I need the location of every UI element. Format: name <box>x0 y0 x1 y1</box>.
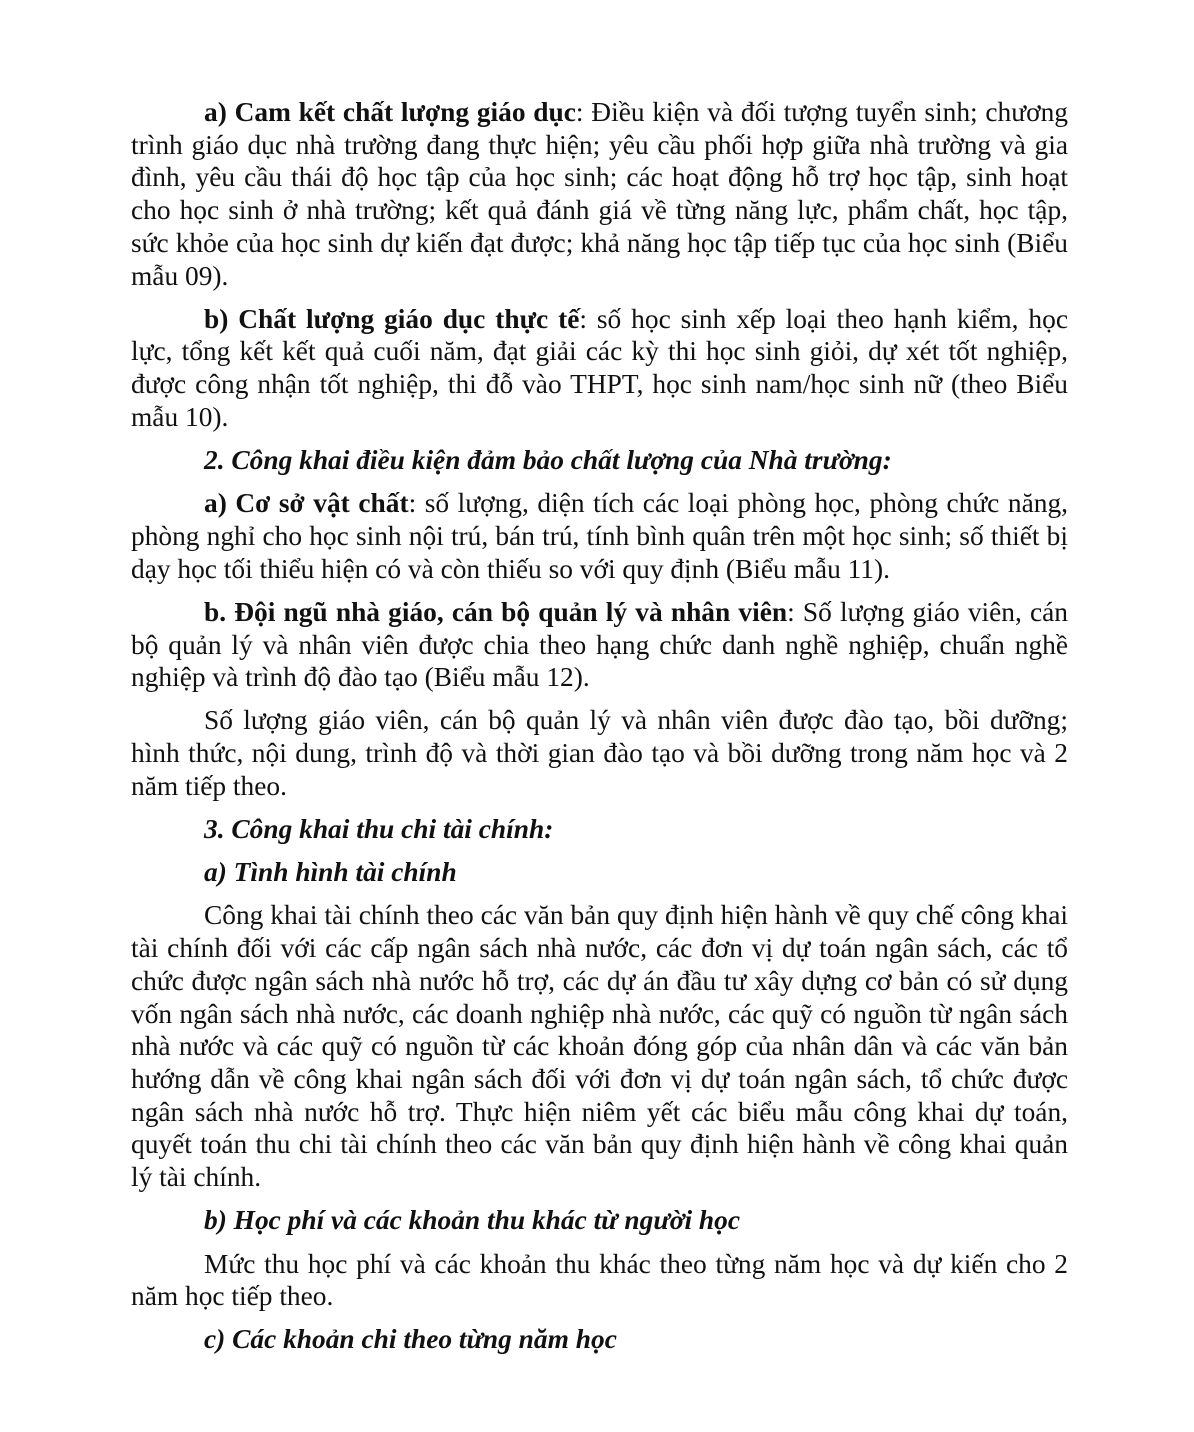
paragraph-staff <box>131 596 1068 694</box>
paragraph-financial-disclosure: Công khai tài chính theo các văn bản quy định hiện hành về quy chế công khai tài chính đối với các cấp ngân sách nhà nước, các đơn vị dự toán ngân sách, các tổ chức được ngân sách nhà nước hỗ trợ, các dự án đầu tư xây dựng cơ bản có sử dụng vốn ngân sách nhà nước, các doanh nghiệp nhà nước, các quỹ có nguồn từ ngân sách nhà nước và các quỹ có nguồn từ các khoản đóng góp của nhân dân và các văn bản hướng dẫn về công khai ngân sách đối với đơn vị dự toán ngân sách, tổ chức được ngân sách nhà nước hỗ trợ. Thực hiện niêm yết các biểu mẫu công khai dự toán, quyết toán thu chi tài chính theo các văn bản quy định hiện hành về công khai quản lý tài chính. <box>131 900 1068 1193</box>
section-heading-finance: 3. Công khai thu chi tài chính: <box>204 814 554 845</box>
paragraph-text: : số lượng, diện tích các loại phòng học, phòng chức năng, phòng nghỉ cho học sinh nội trú, bán trú, tính bình quân trên một học sinh; số thiết bị dạy học tối thiểu hiện có và còn thiếu so với quy định (Biểu mẫu 11). <box>131 488 1068 584</box>
paragraph-text: : số học sinh xếp loại theo hạnh kiểm, học lực, tổng kết kết quả cuối năm, đạt giải các kỳ thi học sinh giỏi, dự xét tốt nghiệp, được công nhận tốt nghiệp, thi đỗ vào THPT, học sinh nam/học sinh nữ (theo Biểu mẫu 10). <box>131 303 1068 432</box>
subheading-financial-status: a) Tình hình tài chính <box>204 857 457 888</box>
paragraph-lead: b. Đội ngũ nhà giáo, cán bộ quản lý và nhân viên <box>204 596 788 627</box>
paragraph-lead: a) Cơ sở vật chất <box>204 488 409 519</box>
paragraph-lead: a) Cam kết chất lượng giáo dục <box>204 97 576 127</box>
paragraph-actual-quality <box>131 303 1068 434</box>
paragraph-staff-training: Số lượng giáo viên, cán bộ quản lý và nhân viên được đào tạo, bồi dưỡng; hình thức, nội dung, trình độ và thời gian đào tạo và bồi dưỡng trong năm học và 2 năm tiếp theo. <box>131 705 1068 801</box>
paragraph-lead: b) Chất lượng giáo dục thực tế <box>204 303 580 334</box>
paragraph-facilities <box>131 487 1068 585</box>
paragraph-text: : Điều kiện và đối tượng tuyển sinh; chương trình giáo dục nhà trường đang thực hiện; yêu cầu phối hợp giữa nhà trường và gia đình, yêu cầu thái độ học tập của học sinh; các hoạt động hỗ trợ học tập, sinh hoạt cho học sinh ở nhà trường; kết quả đánh giá về từng năng lực, phẩm chất, học tập, sức khỏe của học sinh dự kiến đạt được; khả năng học tập tiếp tục của học sinh (Biểu mẫu 09). <box>131 97 1068 291</box>
section-heading-quality-conditions: 2. Công khai điều kiện đảm bảo chất lượng của Nhà trường: <box>204 445 892 476</box>
paragraph-tuition-fees: Mức thu học phí và các khoản thu khác theo từng năm học và dự kiến cho 2 năm học tiếp theo. <box>131 1248 1068 1312</box>
paragraph-text: : Số lượng giáo viên, cán bộ quản lý và nhân viên được chia theo hạng chức danh nghề nghiệp, chuẩn nghề nghiệp và trình độ đào tạo (Biểu mẫu 12). <box>131 596 1069 693</box>
paragraph-education-commitment <box>131 96 1068 292</box>
subheading-tuition-fees: b) Học phí và các khoản thu khác từ người học <box>204 1205 741 1236</box>
subheading-annual-expenses: c) Các khoản chi theo từng năm học <box>204 1324 617 1355</box>
